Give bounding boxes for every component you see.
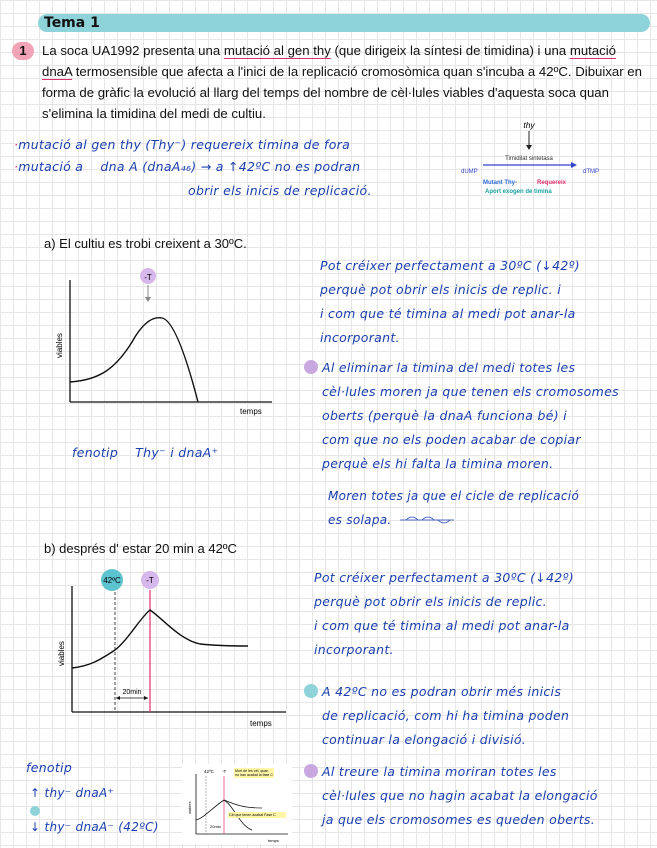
phenotype-b-line2: ↓ thy⁻ dnaA⁻ (42ºC)	[30, 820, 159, 834]
svg-text:-T: -T	[144, 273, 152, 282]
pathway-gene: thy	[523, 120, 535, 130]
mini-t: -T	[222, 769, 227, 774]
problem-statement: La soca UA1992 presenta una mutació al gen thy (que dirigeix la síntesi de timidina) i una mutació dnaA termosensible que afecta a l'inici de la replicació cromosòmica quan s'incuba a 42ºC. Dibuixar en forma de gràfic la evolució al llarg del temps del nombre de cèl·lules viables d'aquesta soca quan s'elimina la timidina del medi de cultiu.	[42, 43, 642, 121]
graph-b	[40, 566, 290, 730]
phenotype-a: fenotip Thy⁻ i dnaA⁺	[72, 445, 219, 460]
curve-a	[70, 318, 198, 402]
xlabel-a: temps	[240, 407, 262, 416]
pathway-enzyme: Timidilat sintetasa	[505, 156, 553, 162]
question-b: b) després d' estar 20 min a 42ºC	[44, 541, 237, 556]
mini-ylabel: viables	[187, 801, 192, 814]
replication-sketch	[398, 512, 458, 526]
note-b3: Al treure la timina moriran totes les cèl·lules que no hagin acabat la elongació ja que els cromosomes es queden oberts.	[322, 764, 598, 827]
phenotype-b-title: fenotip	[26, 760, 73, 775]
note-b2: A 42ºC no es podran obrir més inicis de replicació, com hi ha timina poden continuar la elongació i divisió.	[322, 684, 570, 747]
pathway-substrate: dUMP	[461, 169, 478, 175]
ylabel-a: viables	[55, 333, 64, 358]
mini-temp: 42ºC	[204, 769, 214, 774]
bullet-a2	[304, 360, 318, 374]
note-replication-origins: obrir els inicis de replicació.	[188, 183, 372, 198]
ylabel-b: viables	[57, 641, 66, 666]
pathway-supply: Aport exogen de timina	[485, 189, 552, 195]
bullet-b2	[304, 684, 318, 698]
page-title: Tema 1	[44, 15, 100, 31]
pathway-product: dTMP	[583, 169, 600, 175]
pathway-mutant: Mutant Thy-	[483, 180, 517, 186]
note-a3: Moren totes ja que el cicle de replicació es solapa.	[328, 489, 580, 527]
mini-interval: 20min	[210, 824, 221, 829]
note-mutation-dna: ·mutació a dna A (dnaA₄₆) → a ↑42ºC no es podran	[14, 159, 361, 174]
question-a: a) El cultiu es trobi creixent a 30ºC.	[44, 236, 247, 251]
interval-label-b: 20min	[122, 689, 142, 696]
phenotype-b-line1: ↑ thy⁻ dnaA⁺	[30, 786, 115, 800]
mini-xlabel: temps	[268, 838, 279, 843]
note-a1: Pot créixer perfectament a 30ºC (↓42º) perquè pot obrir els inicis de replic. i i com que té timina al medi pot anar-la incorporant.	[320, 258, 580, 345]
thymidylate-pathway-diagram	[455, 118, 615, 200]
problem-number: 1	[12, 42, 34, 60]
mini-note-death: Mort de les cèl. quan no han acabat la fase C	[235, 769, 273, 778]
graph-a	[40, 256, 280, 418]
curve-b	[72, 610, 248, 668]
note-mutation-thy: ·mutació al gen thy (Thy⁻) requereix timina de fora	[14, 137, 351, 152]
xlabel-b: temps	[250, 719, 272, 728]
note-b1: Pot créixer perfectament a 30ºC (↓42º) perquè pot obrir els inicis de replic. i com que té timina al medi pot anar-la incorporant.	[314, 570, 574, 657]
bullet-b3	[304, 764, 318, 778]
title-bar	[38, 14, 650, 32]
svg-text:-T: -T	[146, 576, 154, 585]
note-a2: Al eliminar la timina del medi totes les cèl·lules moren ja que tenen els cromosomes oberts (perquè la dnaA funciona bé) i com que no els poden acabar de copiar perquè els hi falta la timina moren.	[322, 360, 619, 471]
svg-text:42ºC: 42ºC	[103, 576, 121, 585]
mini-graph	[182, 764, 292, 844]
mini-note-survive: Cèl que tenen acabat Fase C	[228, 812, 286, 818]
phenotype-bullet	[30, 806, 40, 816]
pathway-requires: Requereix	[537, 180, 567, 186]
